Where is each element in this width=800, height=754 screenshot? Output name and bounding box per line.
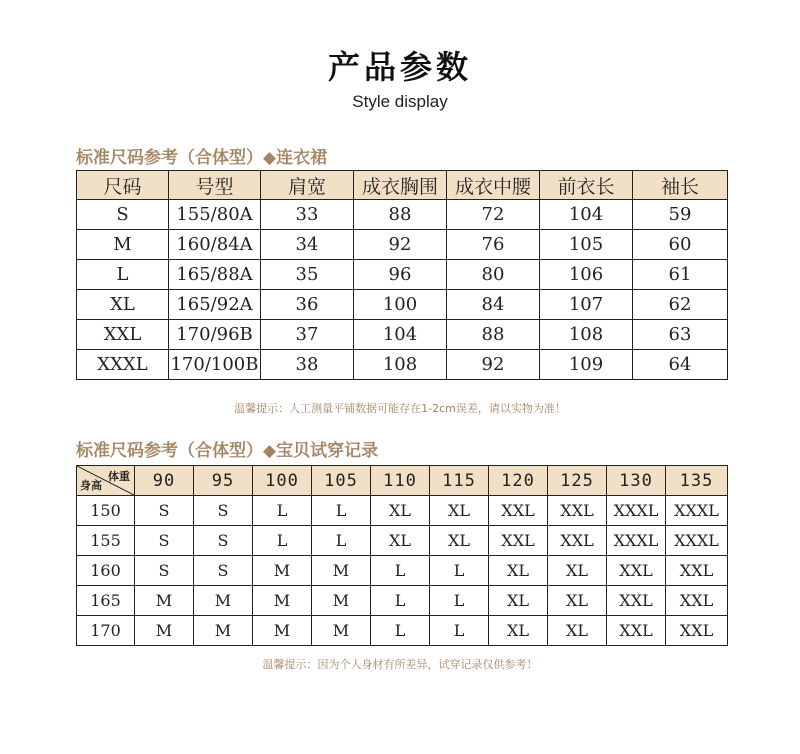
table-cell: 72 — [447, 200, 540, 230]
height-cell: 155 — [77, 526, 135, 556]
size-chart-note: 温馨提示：人工测量平铺数据可能存在1-2cm误差，请以实物为准！ — [234, 402, 566, 415]
table-cell: 104 — [354, 320, 447, 350]
size-cell: S — [135, 556, 194, 586]
size-cell: L — [371, 556, 430, 586]
size-cell: M — [253, 616, 312, 646]
fitting-record-note: 温馨提示：因为个人身材有所差异，试穿记录仅供参考！ — [262, 658, 538, 671]
table-row — [77, 526, 728, 556]
size-cell: M — [77, 230, 169, 260]
table-cell: 96 — [354, 260, 447, 290]
weight-header: 95 — [194, 466, 253, 496]
table-row — [77, 616, 728, 646]
table-row — [77, 230, 728, 260]
height-cell: 170 — [77, 616, 135, 646]
page-title: 产品参数 — [327, 48, 472, 86]
table-cell: 33 — [261, 200, 354, 230]
table-row — [77, 350, 728, 380]
table-cell: 61 — [633, 260, 728, 290]
size-cell: M — [312, 556, 371, 586]
weight-header: 130 — [607, 466, 666, 496]
weight-header: 125 — [548, 466, 607, 496]
size-cell: XXXL — [666, 526, 728, 556]
size-cell: L — [430, 556, 489, 586]
table-cell: 36 — [261, 290, 354, 320]
column-header: 袖长 — [633, 171, 728, 200]
size-cell: S — [194, 526, 253, 556]
size-cell: L — [430, 586, 489, 616]
size-cell: XXL — [607, 586, 666, 616]
size-cell: S — [194, 496, 253, 526]
table-cell: 76 — [447, 230, 540, 260]
weight-axis-label: 体重 — [108, 470, 130, 483]
height-weight-corner-cell — [77, 466, 135, 496]
height-cell: 165 — [77, 586, 135, 616]
size-cell: XXL — [666, 616, 728, 646]
table-row — [77, 556, 728, 586]
size-cell: S — [135, 526, 194, 556]
weight-header: 100 — [253, 466, 312, 496]
size-cell: XL — [371, 526, 430, 556]
table-cell: 84 — [447, 290, 540, 320]
size-cell: XL — [489, 556, 548, 586]
table-cell: 34 — [261, 230, 354, 260]
size-cell: L — [253, 496, 312, 526]
table-row — [77, 290, 728, 320]
size-cell: M — [312, 616, 371, 646]
column-header: 成衣中腰 — [447, 171, 540, 200]
table-cell: 59 — [633, 200, 728, 230]
size-cell: S — [194, 556, 253, 586]
fitting-record-table — [76, 465, 728, 646]
size-cell: XXL — [666, 556, 728, 586]
table-row — [77, 586, 728, 616]
table-cell: 37 — [261, 320, 354, 350]
size-cell: XXXL — [607, 496, 666, 526]
size-cell: XL — [77, 290, 169, 320]
size-cell: XXL — [607, 616, 666, 646]
size-cell: XXL — [548, 496, 607, 526]
size-cell: L — [77, 260, 169, 290]
table-cell: 92 — [447, 350, 540, 380]
size-cell: M — [194, 586, 253, 616]
table-cell: 63 — [633, 320, 728, 350]
table-cell: 109 — [540, 350, 633, 380]
height-axis-label: 身高 — [80, 479, 102, 492]
size-cell: M — [135, 616, 194, 646]
table-cell: 88 — [354, 200, 447, 230]
size-cell: XXL — [489, 496, 548, 526]
table-cell: 88 — [447, 320, 540, 350]
table-cell: 170/100B — [169, 350, 261, 380]
size-cell: L — [371, 586, 430, 616]
table-cell: 104 — [540, 200, 633, 230]
table-cell: 60 — [633, 230, 728, 260]
size-cell: XXXL — [607, 526, 666, 556]
table-cell: 62 — [633, 290, 728, 320]
size-cell: XXL — [548, 526, 607, 556]
size-cell: XXL — [607, 556, 666, 586]
column-header: 前衣长 — [540, 171, 633, 200]
table-row — [77, 200, 728, 230]
table-cell: 155/80A — [169, 200, 261, 230]
size-cell: XXL — [666, 586, 728, 616]
size-cell: XXL — [77, 320, 169, 350]
size-chart-table — [76, 170, 728, 380]
size-cell: XL — [548, 586, 607, 616]
table-cell: 92 — [354, 230, 447, 260]
size-chart-header-row — [77, 171, 728, 200]
column-header: 肩宽 — [261, 171, 354, 200]
table-cell: 108 — [540, 320, 633, 350]
table-cell: 64 — [633, 350, 728, 380]
size-cell: S — [77, 200, 169, 230]
size-cell: M — [253, 586, 312, 616]
table-cell: 100 — [354, 290, 447, 320]
size-cell: L — [312, 496, 371, 526]
page-subtitle: Style display — [352, 92, 448, 111]
weight-header: 135 — [666, 466, 728, 496]
size-cell: S — [135, 496, 194, 526]
column-header: 成衣胸围 — [354, 171, 447, 200]
size-chart-title: 标准尺码参考（合体型）◆连衣裙 — [76, 148, 328, 168]
size-cell: XL — [548, 556, 607, 586]
table-cell: 165/88A — [169, 260, 261, 290]
table-cell: 108 — [354, 350, 447, 380]
table-cell: 107 — [540, 290, 633, 320]
size-cell: XL — [489, 586, 548, 616]
size-cell: XL — [548, 616, 607, 646]
weight-header: 90 — [135, 466, 194, 496]
height-cell: 160 — [77, 556, 135, 586]
table-cell: 80 — [447, 260, 540, 290]
height-cell: 150 — [77, 496, 135, 526]
size-cell: XXXL — [77, 350, 169, 380]
size-cell: M — [135, 586, 194, 616]
size-cell: XL — [489, 616, 548, 646]
weight-header: 120 — [489, 466, 548, 496]
size-cell: M — [312, 586, 371, 616]
size-cell: L — [430, 616, 489, 646]
size-cell: L — [371, 616, 430, 646]
column-header: 尺码 — [77, 171, 169, 200]
size-cell: XL — [371, 496, 430, 526]
weight-header: 105 — [312, 466, 371, 496]
size-cell: M — [194, 616, 253, 646]
table-cell: 170/96B — [169, 320, 261, 350]
weight-header: 115 — [430, 466, 489, 496]
table-cell: 106 — [540, 260, 633, 290]
table-cell: 35 — [261, 260, 354, 290]
table-row — [77, 260, 728, 290]
column-header: 号型 — [169, 171, 261, 200]
table-cell: 160/84A — [169, 230, 261, 260]
size-cell: L — [312, 526, 371, 556]
table-row — [77, 320, 728, 350]
size-cell: XXL — [489, 526, 548, 556]
fitting-record-title: 标准尺码参考（合体型）◆宝贝试穿记录 — [76, 441, 379, 461]
size-cell: L — [253, 526, 312, 556]
weight-header: 110 — [371, 466, 430, 496]
table-cell: 105 — [540, 230, 633, 260]
size-cell: XL — [430, 526, 489, 556]
size-cell: M — [253, 556, 312, 586]
size-cell: XL — [430, 496, 489, 526]
size-cell: XXXL — [666, 496, 728, 526]
table-cell: 38 — [261, 350, 354, 380]
table-row — [77, 496, 728, 526]
fitting-record-header-row — [77, 466, 728, 496]
table-cell: 165/92A — [169, 290, 261, 320]
